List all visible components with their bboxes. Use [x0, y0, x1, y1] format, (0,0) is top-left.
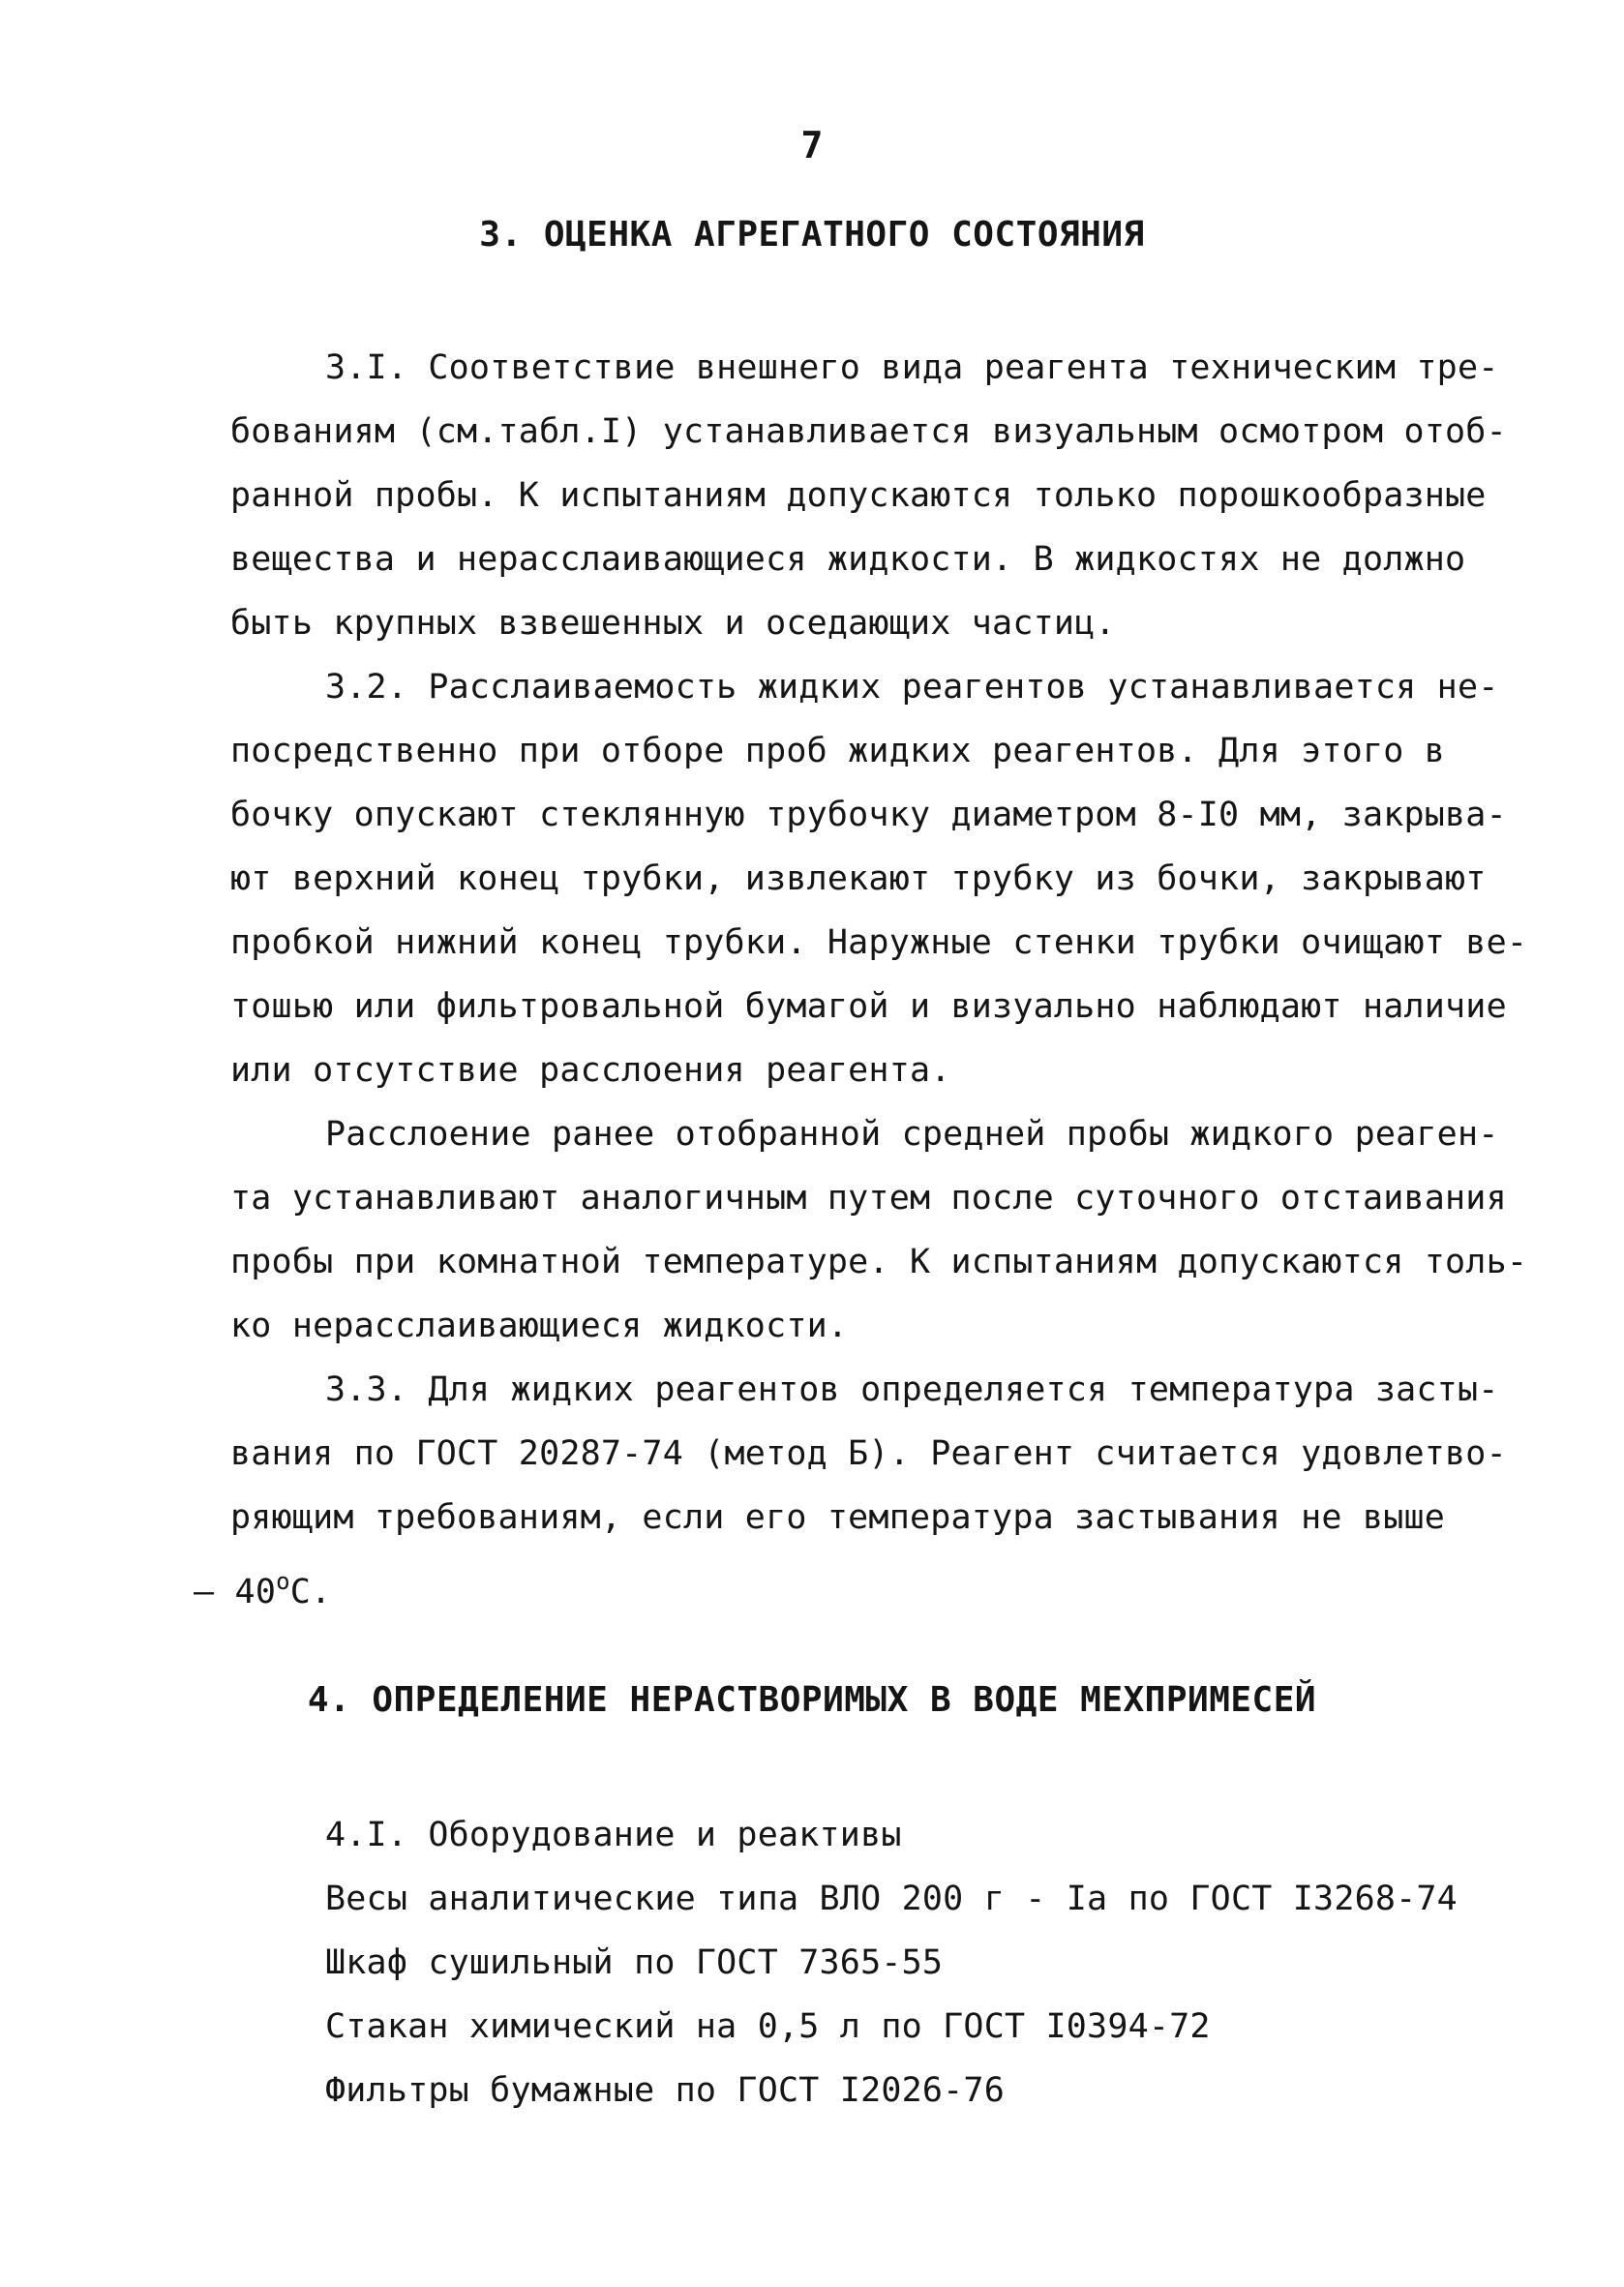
paragraph-3-2-line-1: 3.2. Расслаиваемость жидких реагентов устанавливается не- — [325, 668, 1499, 707]
paragraph-3-1-line-2: бованиям (см.табл.I) устанавливается визуальным осмотром отоб- — [230, 412, 1507, 451]
equipment-subtitle: 4.I. Оборудование и реактивы — [325, 1816, 902, 1854]
equipment-item-2: Шкаф сушильный по ГОСТ 7365-55 — [325, 1943, 944, 1982]
paragraph-3-1-line-3: ранной пробы. К испытаниям допускаются только порошкообразные — [230, 476, 1487, 515]
paragraph-3-2-line-3: бочку опускают стеклянную трубочку диаметром 8-I0 мм, закрыва- — [230, 796, 1507, 834]
paragraph-3-1-line-1: 3.I. Соответствие внешнего вида реагента техническим тре- — [325, 348, 1499, 387]
degree-sign: o — [276, 1568, 290, 1595]
paragraph-3-3-line-2: вания по ГОСТ 20287-74 (метод Б). Реагент считается удовлетво- — [230, 1434, 1507, 1473]
paragraph-3-1-line-4: вещества и нерасслаивающиеся жидкости. В жидкостях не должно — [230, 540, 1466, 579]
paragraph-3-2-line-5: пробкой нижний конец трубки. Наружные стенки трубки очищают ве- — [230, 923, 1528, 962]
paragraph-3-2-line-2: посредственно при отборе проб жидких реагентов. Для этого в — [230, 732, 1446, 770]
paragraph-3-2b-line-3: пробы при комнатной температуре. К испытаниям допускаются толь- — [230, 1243, 1528, 1281]
section-4-heading: 4. ОПРЕДЕЛЕНИЕ НЕРАСТВОРИМЫХ В ВОДЕ МЕХПРИМЕСЕЙ — [307, 1680, 1317, 1720]
paragraph-3-1-line-5: быть крупных взвешенных и оседающих частиц. — [230, 604, 1116, 643]
paragraph-3-2-line-6: тошью или фильтровальной бумагой и визуально наблюдают наличие — [230, 987, 1507, 1026]
paragraph-3-3-line-1: 3.3. Для жидких реагентов определяется температура засты- — [325, 1370, 1499, 1409]
paragraph-3-2b-line-2: та устанавливают аналогичным путем после суточного отстаивания — [230, 1179, 1507, 1218]
equipment-item-3: Стакан химический на 0,5 л по ГОСТ I0394-72 — [325, 2007, 1211, 2046]
section-3-heading: 3. ОЦЕНКА АГРЕГАТНОГО СОСТОЯНИЯ — [479, 215, 1145, 255]
equipment-item-4: Фильтры бумажные по ГОСТ I2026-76 — [325, 2071, 1005, 2110]
paragraph-3-2-line-4: ют верхний конец трубки, извлекают трубку из бочки, закрывают — [230, 859, 1487, 898]
temperature-value: – 40 — [194, 1573, 277, 1611]
paragraph-3-2b-line-4: ко нерасслаивающиеся жидкости. — [230, 1307, 849, 1345]
equipment-item-1: Весы аналитические типа ВЛО 200 г - Iа по ГОСТ I3268-74 — [325, 1880, 1458, 1918]
page-number: 7 — [800, 124, 824, 166]
paragraph-3-2-line-7: или отсутствие расслоения реагента. — [230, 1051, 951, 1090]
paragraph-3-2b-line-1: Расслоение ранее отобранной средней пробы жидкого реаген- — [325, 1115, 1499, 1154]
temperature-unit: С. — [289, 1573, 332, 1611]
temperature-value-line — [194, 1562, 331, 1611]
paragraph-3-3-line-3: ряющим требованиям, если его температура застывания не выше — [230, 1498, 1446, 1537]
